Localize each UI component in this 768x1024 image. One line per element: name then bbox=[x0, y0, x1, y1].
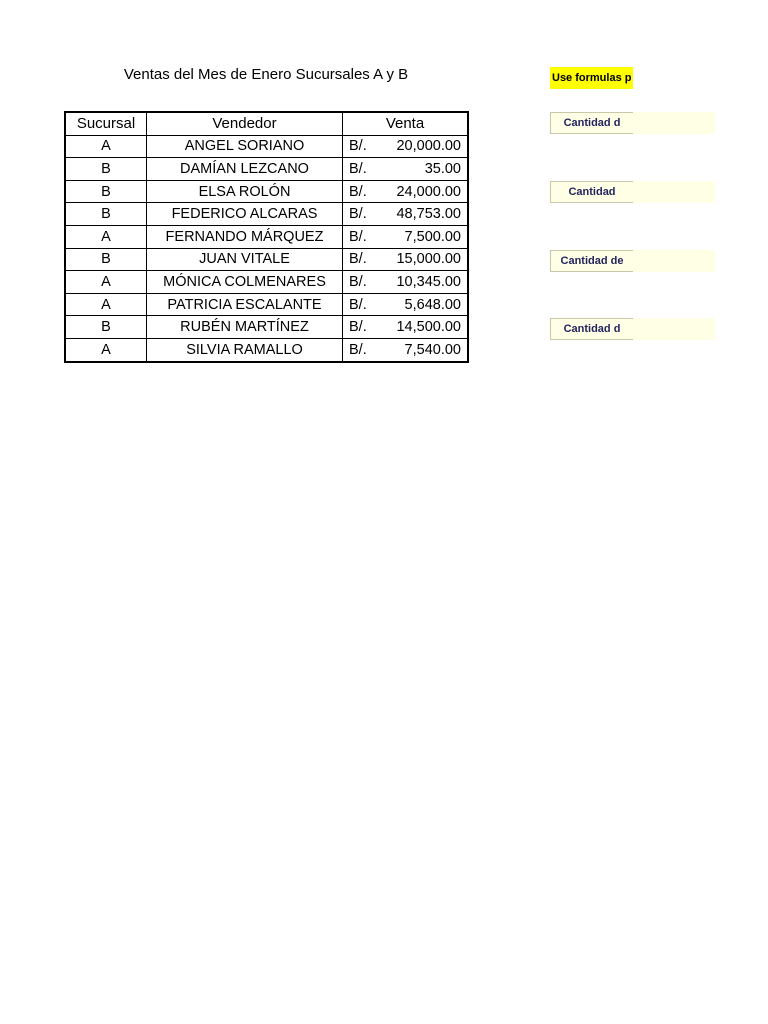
cell-seller[interactable]: JUAN VITALE bbox=[147, 248, 343, 271]
cell-sale[interactable] bbox=[343, 338, 469, 361]
cell-branch[interactable]: B bbox=[65, 248, 147, 271]
table-row bbox=[65, 338, 468, 361]
cell-sale[interactable] bbox=[343, 135, 469, 158]
sale-amount: 15,000.00 bbox=[396, 251, 461, 268]
cell-seller[interactable]: ELSA ROLÓN bbox=[147, 180, 343, 203]
cell-sale[interactable] bbox=[343, 293, 469, 316]
sale-amount: 20,000.00 bbox=[396, 138, 461, 155]
cell-branch[interactable]: B bbox=[65, 203, 147, 226]
quantity-value-cell[interactable] bbox=[633, 112, 715, 134]
quantity-label[interactable]: Cantidad de bbox=[550, 250, 633, 272]
sale-amount: 7,500.00 bbox=[404, 228, 461, 245]
cell-branch[interactable]: A bbox=[65, 135, 147, 158]
cell-branch[interactable]: A bbox=[65, 225, 147, 248]
instruction-note[interactable]: Use formulas p bbox=[550, 67, 633, 89]
cell-sale[interactable] bbox=[343, 271, 469, 294]
table-row bbox=[65, 135, 468, 158]
sheet-title: Ventas del Mes de Enero Sucursales A y B bbox=[123, 66, 409, 83]
sale-amount: 48,753.00 bbox=[396, 206, 461, 223]
cell-seller[interactable]: MÓNICA COLMENARES bbox=[147, 271, 343, 294]
currency-symbol: B/. bbox=[349, 319, 367, 336]
cell-branch[interactable]: A bbox=[65, 338, 147, 361]
cell-sale[interactable] bbox=[343, 180, 469, 203]
header-branch[interactable]: Sucursal bbox=[65, 112, 147, 135]
currency-symbol: B/. bbox=[349, 251, 367, 268]
cell-branch[interactable]: A bbox=[65, 271, 147, 294]
cell-sale[interactable] bbox=[343, 316, 469, 339]
cell-seller[interactable]: DAMÍAN LEZCANO bbox=[147, 158, 343, 181]
table-row bbox=[65, 248, 468, 271]
table-row bbox=[65, 180, 468, 203]
table-row bbox=[65, 225, 468, 248]
currency-symbol: B/. bbox=[349, 341, 367, 358]
header-sale[interactable]: Venta bbox=[343, 112, 469, 135]
currency-symbol: B/. bbox=[349, 183, 367, 200]
quantity-value-cell[interactable] bbox=[633, 181, 715, 203]
sale-amount: 5,648.00 bbox=[404, 296, 461, 313]
cell-seller[interactable]: RUBÉN MARTÍNEZ bbox=[147, 316, 343, 339]
sale-amount: 7,540.00 bbox=[404, 341, 461, 358]
cell-seller[interactable]: PATRICIA ESCALANTE bbox=[147, 293, 343, 316]
header-seller[interactable]: Vendedor bbox=[147, 112, 343, 135]
cell-branch[interactable]: B bbox=[65, 158, 147, 181]
currency-symbol: B/. bbox=[349, 228, 367, 245]
quantity-label[interactable]: Cantidad bbox=[550, 181, 633, 203]
currency-symbol: B/. bbox=[349, 138, 367, 155]
sale-amount: 14,500.00 bbox=[396, 319, 461, 336]
cell-branch[interactable]: B bbox=[65, 180, 147, 203]
table-row bbox=[65, 158, 468, 181]
quantity-value-cell[interactable] bbox=[633, 250, 715, 272]
cell-seller[interactable]: SILVIA RAMALLO bbox=[147, 338, 343, 361]
cell-seller[interactable]: ANGEL SORIANO bbox=[147, 135, 343, 158]
cell-sale[interactable] bbox=[343, 225, 469, 248]
cell-branch[interactable]: A bbox=[65, 293, 147, 316]
table-header-row bbox=[65, 112, 468, 135]
table-row bbox=[65, 316, 468, 339]
currency-symbol: B/. bbox=[349, 273, 367, 290]
sales-table bbox=[64, 111, 469, 363]
currency-symbol: B/. bbox=[349, 206, 367, 223]
currency-symbol: B/. bbox=[349, 160, 367, 177]
cell-sale[interactable] bbox=[343, 158, 469, 181]
sale-amount: 10,345.00 bbox=[396, 273, 461, 290]
quantity-label[interactable]: Cantidad d bbox=[550, 112, 633, 134]
quantity-value-cell[interactable] bbox=[633, 318, 715, 340]
cell-branch[interactable]: B bbox=[65, 316, 147, 339]
sale-amount: 24,000.00 bbox=[396, 183, 461, 200]
cell-sale[interactable] bbox=[343, 203, 469, 226]
table-row bbox=[65, 293, 468, 316]
table-row bbox=[65, 203, 468, 226]
table-row bbox=[65, 271, 468, 294]
quantity-label[interactable]: Cantidad d bbox=[550, 318, 633, 340]
cell-seller[interactable]: FEDERICO ALCARAS bbox=[147, 203, 343, 226]
cell-sale[interactable] bbox=[343, 248, 469, 271]
sale-amount: 35.00 bbox=[424, 160, 461, 177]
currency-symbol: B/. bbox=[349, 296, 367, 313]
cell-seller[interactable]: FERNANDO MÁRQUEZ bbox=[147, 225, 343, 248]
